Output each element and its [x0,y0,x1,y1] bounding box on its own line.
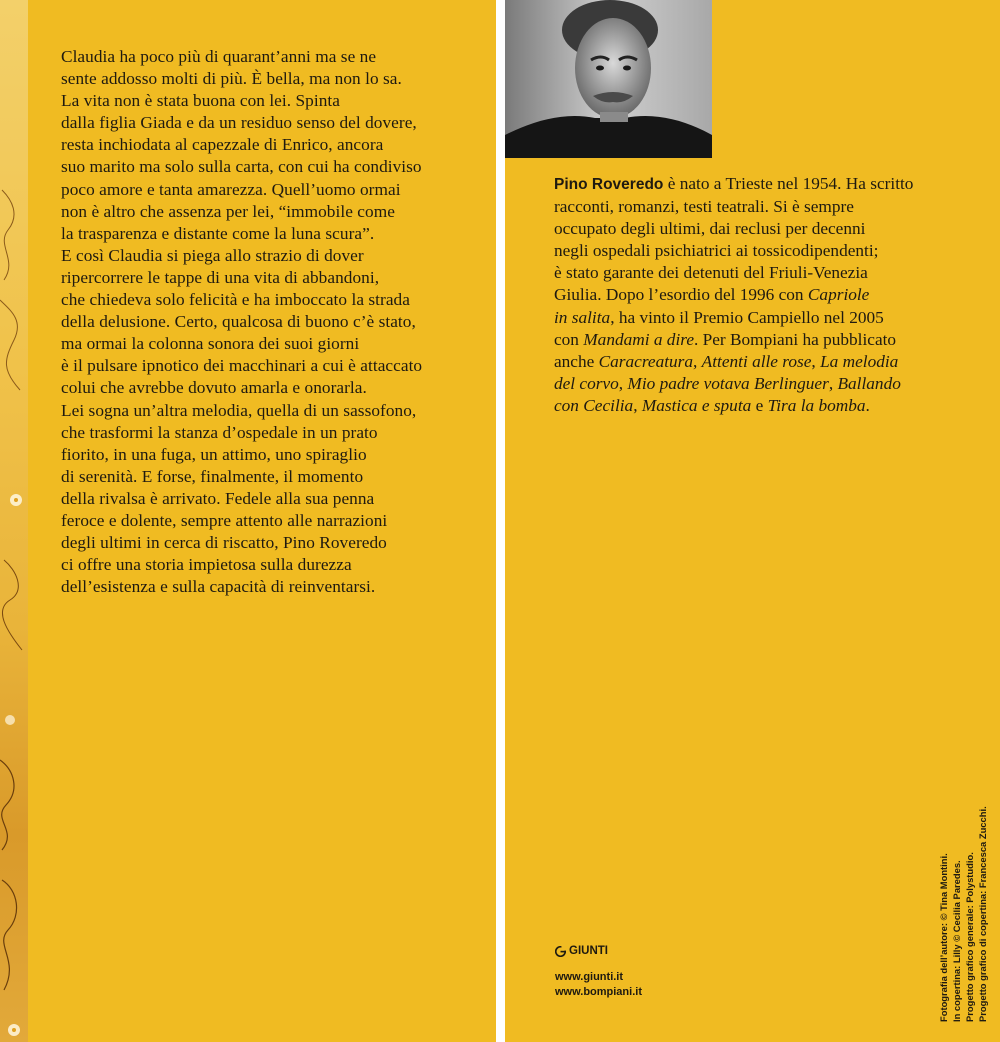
bio-text: , [811,351,821,371]
book-blurb [61,46,481,598]
credit-line: In copertina: Lilly © Cecilia Paredes. [951,860,962,1022]
blurb-line: La vita non è stata buona con lei. Spinta [61,91,340,111]
floral-decoration [0,0,28,1042]
credit-line: Fotografia dell’autore: © Tina Montini. [938,853,949,1022]
blurb-line: ma ormai la colonna sonora dei suoi giorni [61,334,360,354]
blurb-line: della delusione. Certo, qualcosa di buono c’è stato, [61,312,416,332]
credit-line: Progetto grafico di copertina: Francesca Zucchi. [977,806,988,1022]
bio-text: con [554,329,584,349]
blurb-line: che trasformi la stanza d’ospedale in un prato [61,422,378,442]
blurb-line: resta inchiodata al capezzale di Enrico, ancora [61,135,384,155]
spread-gutter [496,0,505,1042]
blurb-line: degli ultimi in cerca di riscatto, Pino Roveredo [61,533,387,553]
book-title: Attenti alle rose [701,351,812,371]
blurb-line: la trasparenza e distante come la luna scura”. [61,223,375,243]
bio-text: , ha vinto il Premio Campiello nel 2005 [610,307,884,327]
bio-text: , [693,351,702,371]
book-title: Tira la bomba [767,395,866,415]
back-cover-left-panel [28,0,496,1042]
blurb-line: di serenità. E forse, finalmente, il momento [61,466,364,486]
blurb-line: sente addosso molti di più. È bella, ma non lo sa. [61,69,402,89]
bio-text: negli ospedali psichiatrici ai tossicodipendenti; [554,241,879,261]
bio-text: . Per Bompiani ha pubblicato [694,329,897,349]
credit-line: Progetto grafico generale: Polystudio. [964,852,975,1022]
book-title: Caracreatura [598,351,694,371]
book-title: Mio padre votava Berlinguer [627,373,829,393]
giunti-logo-icon [555,946,566,957]
bio-text: Giulia. Dopo l’esordio del 1996 con [554,285,808,305]
blurb-line: suo marito ma solo sulla carta, con cui ha condiviso [61,157,422,177]
blurb-line: ripercorrere le tappe di una vita di abbandoni, [61,267,380,287]
blurb-line: della rivalsa è arrivato. Fedele alla sua penna [61,488,375,508]
bio-text: e [751,395,768,415]
website-link[interactable]: www.giunti.it [555,971,624,983]
bio-text: è nato a Trieste nel 1954. Ha scritto [663,174,914,193]
bio-text: , [828,373,838,393]
blurb-line: Lei sogna un’altra melodia, quella di un sassofono, [61,400,417,420]
blurb-line: che chiedeva solo felicità e ha imboccato la strada [61,290,410,310]
book-title: del corvo [554,373,619,393]
blurb-line: dell’esistenza e sulla capacità di reinventarsi. [61,577,376,597]
cover-art-strip [0,0,28,1042]
bio-text: è stato garante dei detenuti del Friuli-Venezia [554,263,868,283]
bio-text: racconti, romanzi, testi teatrali. Si è sempre [554,197,854,217]
blurb-line: Claudia ha poco più di quarant’anni ma se ne [61,47,377,66]
book-title: con Cecilia [554,395,634,415]
book-title: Mandami a dire [583,329,694,349]
website-link[interactable]: www.bompiani.it [555,986,642,998]
blurb-line: colui che avrebbe dovuto amarla e onorarla. [61,378,367,398]
author-flap-panel [505,0,1000,1042]
blurb-line: ci offre una storia impietosa sulla durezza [61,555,352,575]
book-title: Capriole [807,285,870,305]
blurb-line: non è altro che assenza per lei, “immobile come [61,201,395,221]
bio-text: anche [554,351,599,371]
bio-text: , [618,373,628,393]
author-name: Pino Roveredo [554,176,664,193]
publisher-websites [555,970,642,1000]
blurb-line: è il pulsare ipnotico dei macchinari a cui è attaccato [61,356,423,376]
publisher-name: GIUNTI [569,945,608,957]
book-title: in salita [554,307,611,327]
book-title: Mastica e sputa [641,395,752,415]
blurb-line: dalla figlia Giada e da un residuo senso del dovere, [61,113,417,133]
book-title: La melodia [820,351,899,371]
blurb-line: feroce e dolente, sempre attento alle narrazioni [61,510,388,530]
book-title: Ballando [837,373,901,393]
bio-text: occupato degli ultimi, dai reclusi per decenni [554,219,866,239]
author-bio [554,173,994,417]
publisher-logo [555,945,608,957]
bio-text: . [865,395,870,415]
bio-text: , [633,395,642,415]
cover-credits [937,806,1000,1022]
author-photo [505,0,712,158]
blurb-line: poco amore e tanta amarezza. Quell’uomo ormai [61,179,401,199]
blurb-line: E così Claudia si piega allo strazio di dover [61,245,364,265]
blurb-line: fiorito, in una fuga, un attimo, uno spiraglio [61,444,367,464]
